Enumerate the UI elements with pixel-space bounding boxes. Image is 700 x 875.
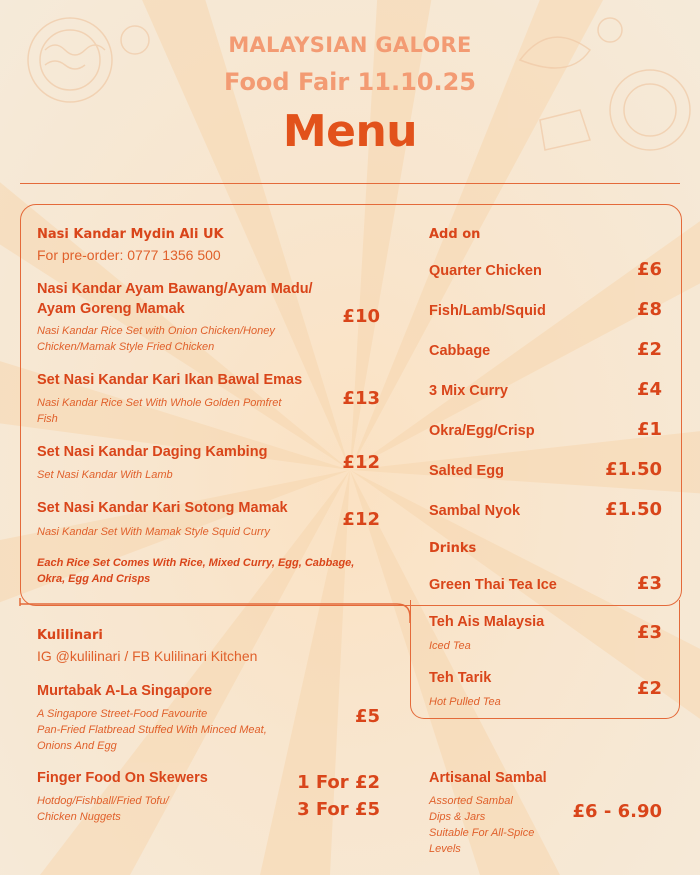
vendor-contact: For pre-order: 0777 1356 500 [37,247,221,263]
menu-item-desc: Nasi Kandar Set With Mamak Style Squid Curry [37,526,270,538]
drinks-heading: Drinks [429,541,477,556]
addon-item-price: £1 [636,419,662,440]
sambal-price: £6 - 6.90 [572,801,662,822]
addon-item-name: Sambal Nyok [429,503,521,519]
addon-item-price: £1.50 [605,459,662,480]
menu-item-desc: A Singapore Street-Food Favourite [37,708,208,720]
menu-item-desc-line2: Chicken Nuggets [37,811,121,823]
menu-item-desc-line3: Onions And Egg [37,740,117,752]
menu-item-name: Set Nasi Kandar Kari Sotong Mamak [37,500,288,516]
rice-set-note-line2: Okra, Egg And Crisps [37,573,151,585]
menu-item-name: Murtabak A-La Singapore [37,683,213,699]
addon-item-price: £4 [636,379,662,400]
menu-item-price: 1 For £2 [297,772,380,793]
sambal-desc-line2: Dips & Jars [429,811,486,823]
drink-item-price: £3 [636,573,662,594]
drink-item-desc: Iced Tea [429,640,471,652]
addon-item-name: Cabbage [429,343,491,359]
rice-set-note: Each Rice Set Comes With Rice, Mixed Curry, Egg, Cabbage, [37,557,355,569]
addon-item-price: £8 [636,299,662,320]
menu-item-price: £13 [342,388,380,409]
sambal-name: Artisanal Sambal [429,770,547,786]
addon-item-name: Quarter Chicken [429,263,542,279]
drink-item-name: Teh Ais Malaysia [429,614,545,630]
addon-heading: Add on [429,227,481,242]
addon-item-name: Salted Egg [429,463,504,479]
drink-item-price: £3 [636,622,662,643]
event-subtitle: Food Fair 11.10.25 [224,68,476,96]
menu-item-desc: Nasi Kandar Rice Set with Onion Chicken/Honey [37,325,275,337]
menu-item-desc: Hotdog/Fishball/Fried Tofu/ [37,795,169,807]
header-divider [20,183,680,184]
vendor-name: Nasi Kandar Mydin Ali UK [37,227,224,242]
kulilinari-panel-border [19,603,413,623]
menu-item-desc-line2: Fish [37,413,58,425]
menu-item-price: £12 [342,452,380,473]
event-name: MALAYSIAN GALORE [228,33,472,57]
drink-item-name: Green Thai Tea Ice [429,577,557,593]
sambal-desc: Assorted Sambal [429,795,513,807]
menu-item-desc-line2: Pan-Fried Flatbread Stuffed With Minced Meat, [37,724,267,736]
menu-item-price: £10 [342,306,380,327]
menu-item-name: Finger Food On Skewers [37,770,208,786]
addon-item-name: 3 Mix Curry [429,383,508,399]
addon-item-price: £6 [636,259,662,280]
addon-item-name: Fish/Lamb/Squid [429,303,546,319]
menu-item-name: Nasi Kandar Ayam Bawang/Ayam Madu/ [37,281,313,297]
addon-item-price: £2 [636,339,662,360]
menu-item-price-line2: 3 For £5 [297,799,380,820]
sambal-desc-line4: Levels [429,843,461,855]
menu-item-desc-line2: Chicken/Mamak Style Fried Chicken [37,341,215,353]
vendor-name: Kulilinari [37,628,103,643]
menu-item-price: £5 [354,706,380,727]
vendor-contact: IG @kulilinari / FB Kulilinari Kitchen [37,648,258,664]
menu-item-desc: Nasi Kandar Rice Set With Whole Golden Pomfret [37,397,282,409]
menu-item-name-line2: Ayam Goreng Mamak [37,301,185,317]
menu-item-price: £12 [342,509,380,530]
menu-item-name: Set Nasi Kandar Daging Kambing [37,444,268,460]
drink-item-desc: Hot Pulled Tea [429,696,501,708]
page-title: Menu [282,106,418,157]
menu-item-desc: Set Nasi Kandar With Lamb [37,469,173,481]
drink-item-price: £2 [636,678,662,699]
sambal-desc-line3: Suitable For All-Spice [429,827,535,839]
drink-item-name: Teh Tarik [429,670,492,686]
menu-item-name: Set Nasi Kandar Kari Ikan Bawal Emas [37,372,303,388]
addon-item-price: £1.50 [605,499,662,520]
addon-item-name: Okra/Egg/Crisp [429,423,535,439]
